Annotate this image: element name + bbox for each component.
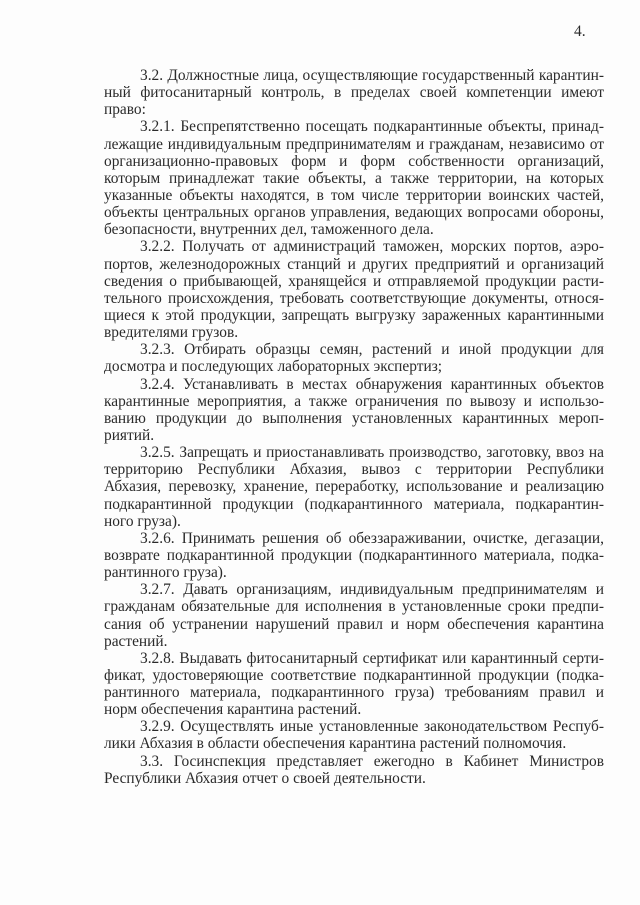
text-line: 3.2.6. Принимать решения об обеззараживании, очистке, дегазации, (140, 529, 604, 547)
text-line: 3.2.9. Осуществлять иные установленные законодательством Респуб- (140, 718, 604, 736)
text-line: 3.2.7. Давать организациям, индивидуальным предпринимателям и (140, 581, 604, 599)
text-line: территорию Республики Абхазия, вывоз с территории Республики (104, 461, 604, 479)
text-line: тельного происхождения, требовать соответствующие документы, относя- (104, 289, 604, 307)
text-line: 3.2.8. Выдавать фитосанитарный сертификат или карантинный серти- (140, 649, 604, 667)
paragraph (104, 650, 604, 719)
text-line: норм обеспечения карантина растений. (104, 701, 362, 719)
text-line: организационно-правовых форм и форм собственности организаций, (104, 152, 604, 170)
text-line: 3.2.2. Получать от администраций таможен, морских портов, аэро- (140, 238, 604, 256)
paragraph (104, 444, 604, 530)
paragraph (104, 530, 604, 581)
text-line: 3.2.5. Запрещать и приостанавливать производство, заготовку, ввоз на (140, 444, 604, 462)
paragraph (104, 376, 604, 445)
paragraph (104, 238, 604, 341)
text-line: возврате подкарантинной продукции (подкарантинного материала, подка- (104, 546, 604, 564)
text-line: сания об устранении нарушений правил и норм обеспечения карантина (104, 615, 604, 633)
text-line: лежащие индивидуальным предпринимателям и гражданам, независимо от (104, 135, 604, 153)
text-line: 3.2.4. Устанавливать в местах обнаружения карантинных объектов (140, 375, 604, 393)
text-line: ванию продукции до выполнения установленных карантинных мероп- (104, 409, 604, 427)
text-line: 3.2. Должностные лица, осуществляющие государственный карантин- (140, 67, 604, 84)
text-line: ный фитосанитарный контроль, в пределах своей компетенции имеют (104, 84, 604, 102)
text-line: 3.2.1. Беспрепятственно посещать подкарантинные объекты, принад- (140, 118, 604, 136)
paragraph (104, 753, 604, 787)
text-line: рантинного груза). (104, 564, 227, 582)
text-line: безопасности, внутренних дел, таможенного дела. (104, 221, 434, 239)
text-line: щиеся к этой продукции, запрещать выгрузку зараженных карантинными (104, 306, 604, 324)
text-line: риятий. (104, 426, 155, 444)
paragraph (104, 718, 604, 752)
paragraph (104, 67, 604, 118)
text-line: 3.3. Госинспекция представляет ежегодно в Кабинет Министров (140, 752, 604, 770)
text-line: право: (104, 101, 146, 119)
text-line: подкарантинной продукции (подкарантинного материала, подкарантин- (104, 495, 604, 513)
text-line: которым принадлежат такие объекты, а также территории, на которых (104, 169, 604, 187)
text-line: карантинные мероприятия, а также ограничения по вывозу и использо- (104, 392, 604, 410)
text-line: указанные объекты находятся, в том числе территории воинских частей, (104, 186, 604, 204)
text-line: портов, железнодорожных станций и других предприятий и организаций (104, 255, 604, 273)
text-line: фикат, удостоверяющие соответствие подкарантинной продукции (подка- (104, 666, 604, 684)
page-number: 4. (574, 23, 586, 40)
text-line: Абхазия, перевозку, хранение, переработку, использование и реализацию (104, 478, 604, 496)
text-line: гражданам обязательные для исполнения в установленные сроки предпи- (104, 598, 604, 616)
text-line: досмотра и последующих лабораторных экспертиз; (104, 358, 443, 376)
paragraph (104, 341, 604, 375)
text-line: вредителями грузов. (104, 324, 239, 342)
paragraph (104, 581, 604, 650)
text-line: сведения о прибывающей, хранящейся и отправляемой продукции расти- (104, 272, 604, 290)
text-line: лики Абхазия в области обеспечения карантина растений полномочия. (104, 735, 567, 753)
text-line: Республики Абхазия отчет о своей деятельности. (104, 769, 426, 787)
text-line: ного груза). (104, 512, 181, 530)
paragraph (104, 118, 604, 238)
text-line: объекты центральных органов управления, ведающих вопросами обороны, (104, 204, 604, 222)
text-line: рантинного материала, подкарантинного груза) требованиям правил и (104, 684, 604, 702)
document-body (104, 67, 604, 787)
text-line: растений. (104, 632, 168, 650)
text-line: 3.2.3. Отбирать образцы семян, растений и иной продукции для (140, 341, 604, 359)
